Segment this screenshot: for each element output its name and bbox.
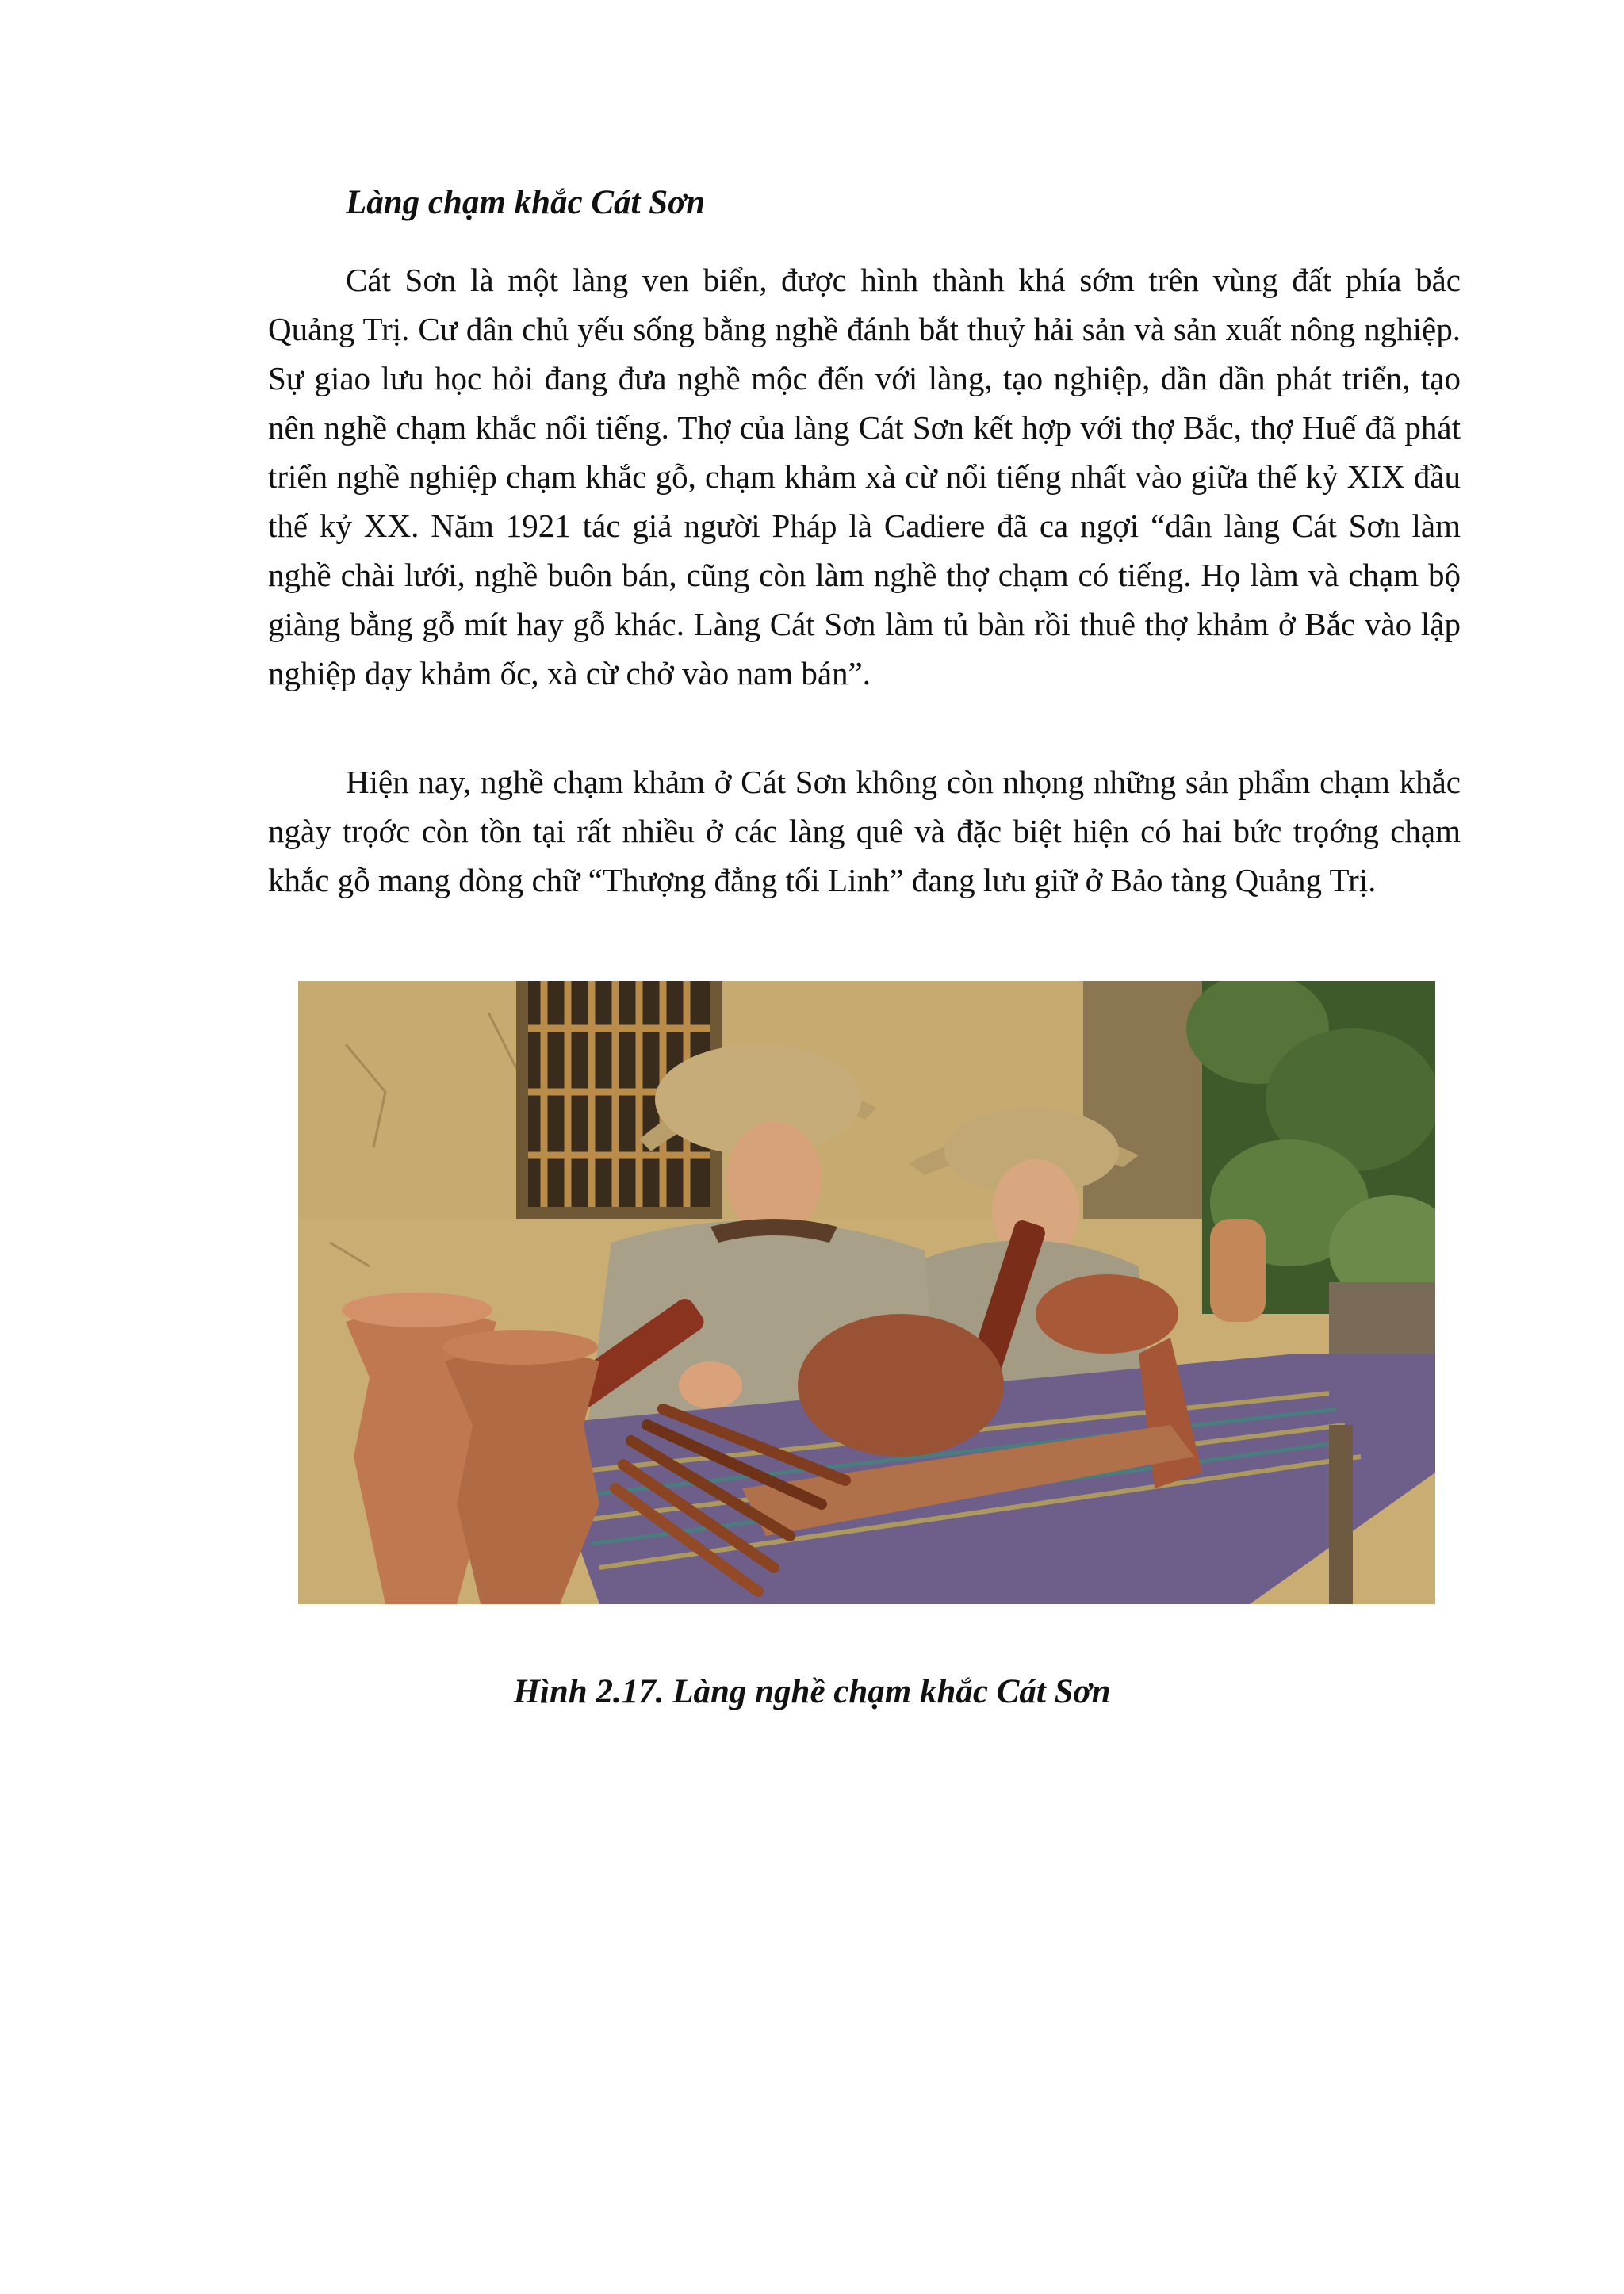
figure-photo <box>298 981 1435 1604</box>
doorway <box>1083 981 1202 1219</box>
figure-caption: Hình 2.17. Làng nghề chạm khắc Cát Sơn <box>513 1673 1111 1710</box>
woodcarving-photo <box>298 981 1435 1604</box>
carved-vases <box>342 1293 599 1604</box>
paragraph-current: Hiện nay, nghề chạm khảm ở Cát Sơn không còn nhọng những sản phẩm chạm khắc ngày trọớc còn tồn tại rất nhiều ở các làng quê và đặc biệt hiện có hai bức trọớng chạm khắc gỗ mang dòng chữ “Thượng đẳng tối Linh” đang lưu giữ ở Bảo tàng Quảng Trị. <box>268 764 1461 898</box>
paragraph-intro: Cát Sơn là một làng ven biển, được hình thành khá sớm trên vùng đất phía bắc Quảng Trị. Cư dân chủ yếu sống bằng nghề đánh bắt thuỷ hải sản và sản xuất nông nghiệp. Sự giao lưu học hỏi đang đưa nghề mộc đến với làng, tạo nghiệp, dần dần phát triển, tạo nên nghề chạm khắc nổi tiếng. Thợ của làng Cát Sơn kết hợp với thợ Bắc, thợ Huế đã phát triển nghề nghiệp chạm khắc gỗ, chạm khảm xà cừ nổi tiếng nhất vào giữa thế kỷ XIX đầu thế kỷ XX. Năm 1921 tác giả người Pháp là Cadiere đã ca ngợi “dân làng Cát Sơn làm nghề chài lưới, nghề buôn bán, cũng còn làm nghề thợ chạm có tiếng. Họ làm và chạm bộ giàng bằng gỗ mít hay gỗ khác. Làng Cát Sơn làm tủ bàn rồi thuê thợ khảm ở Bắc vào lập nghiệp dạy khảm ốc, xà cừ chở vào nam bán”. <box>268 262 1461 691</box>
section-heading: Làng chạm khắc Cát Sơn <box>346 184 706 221</box>
